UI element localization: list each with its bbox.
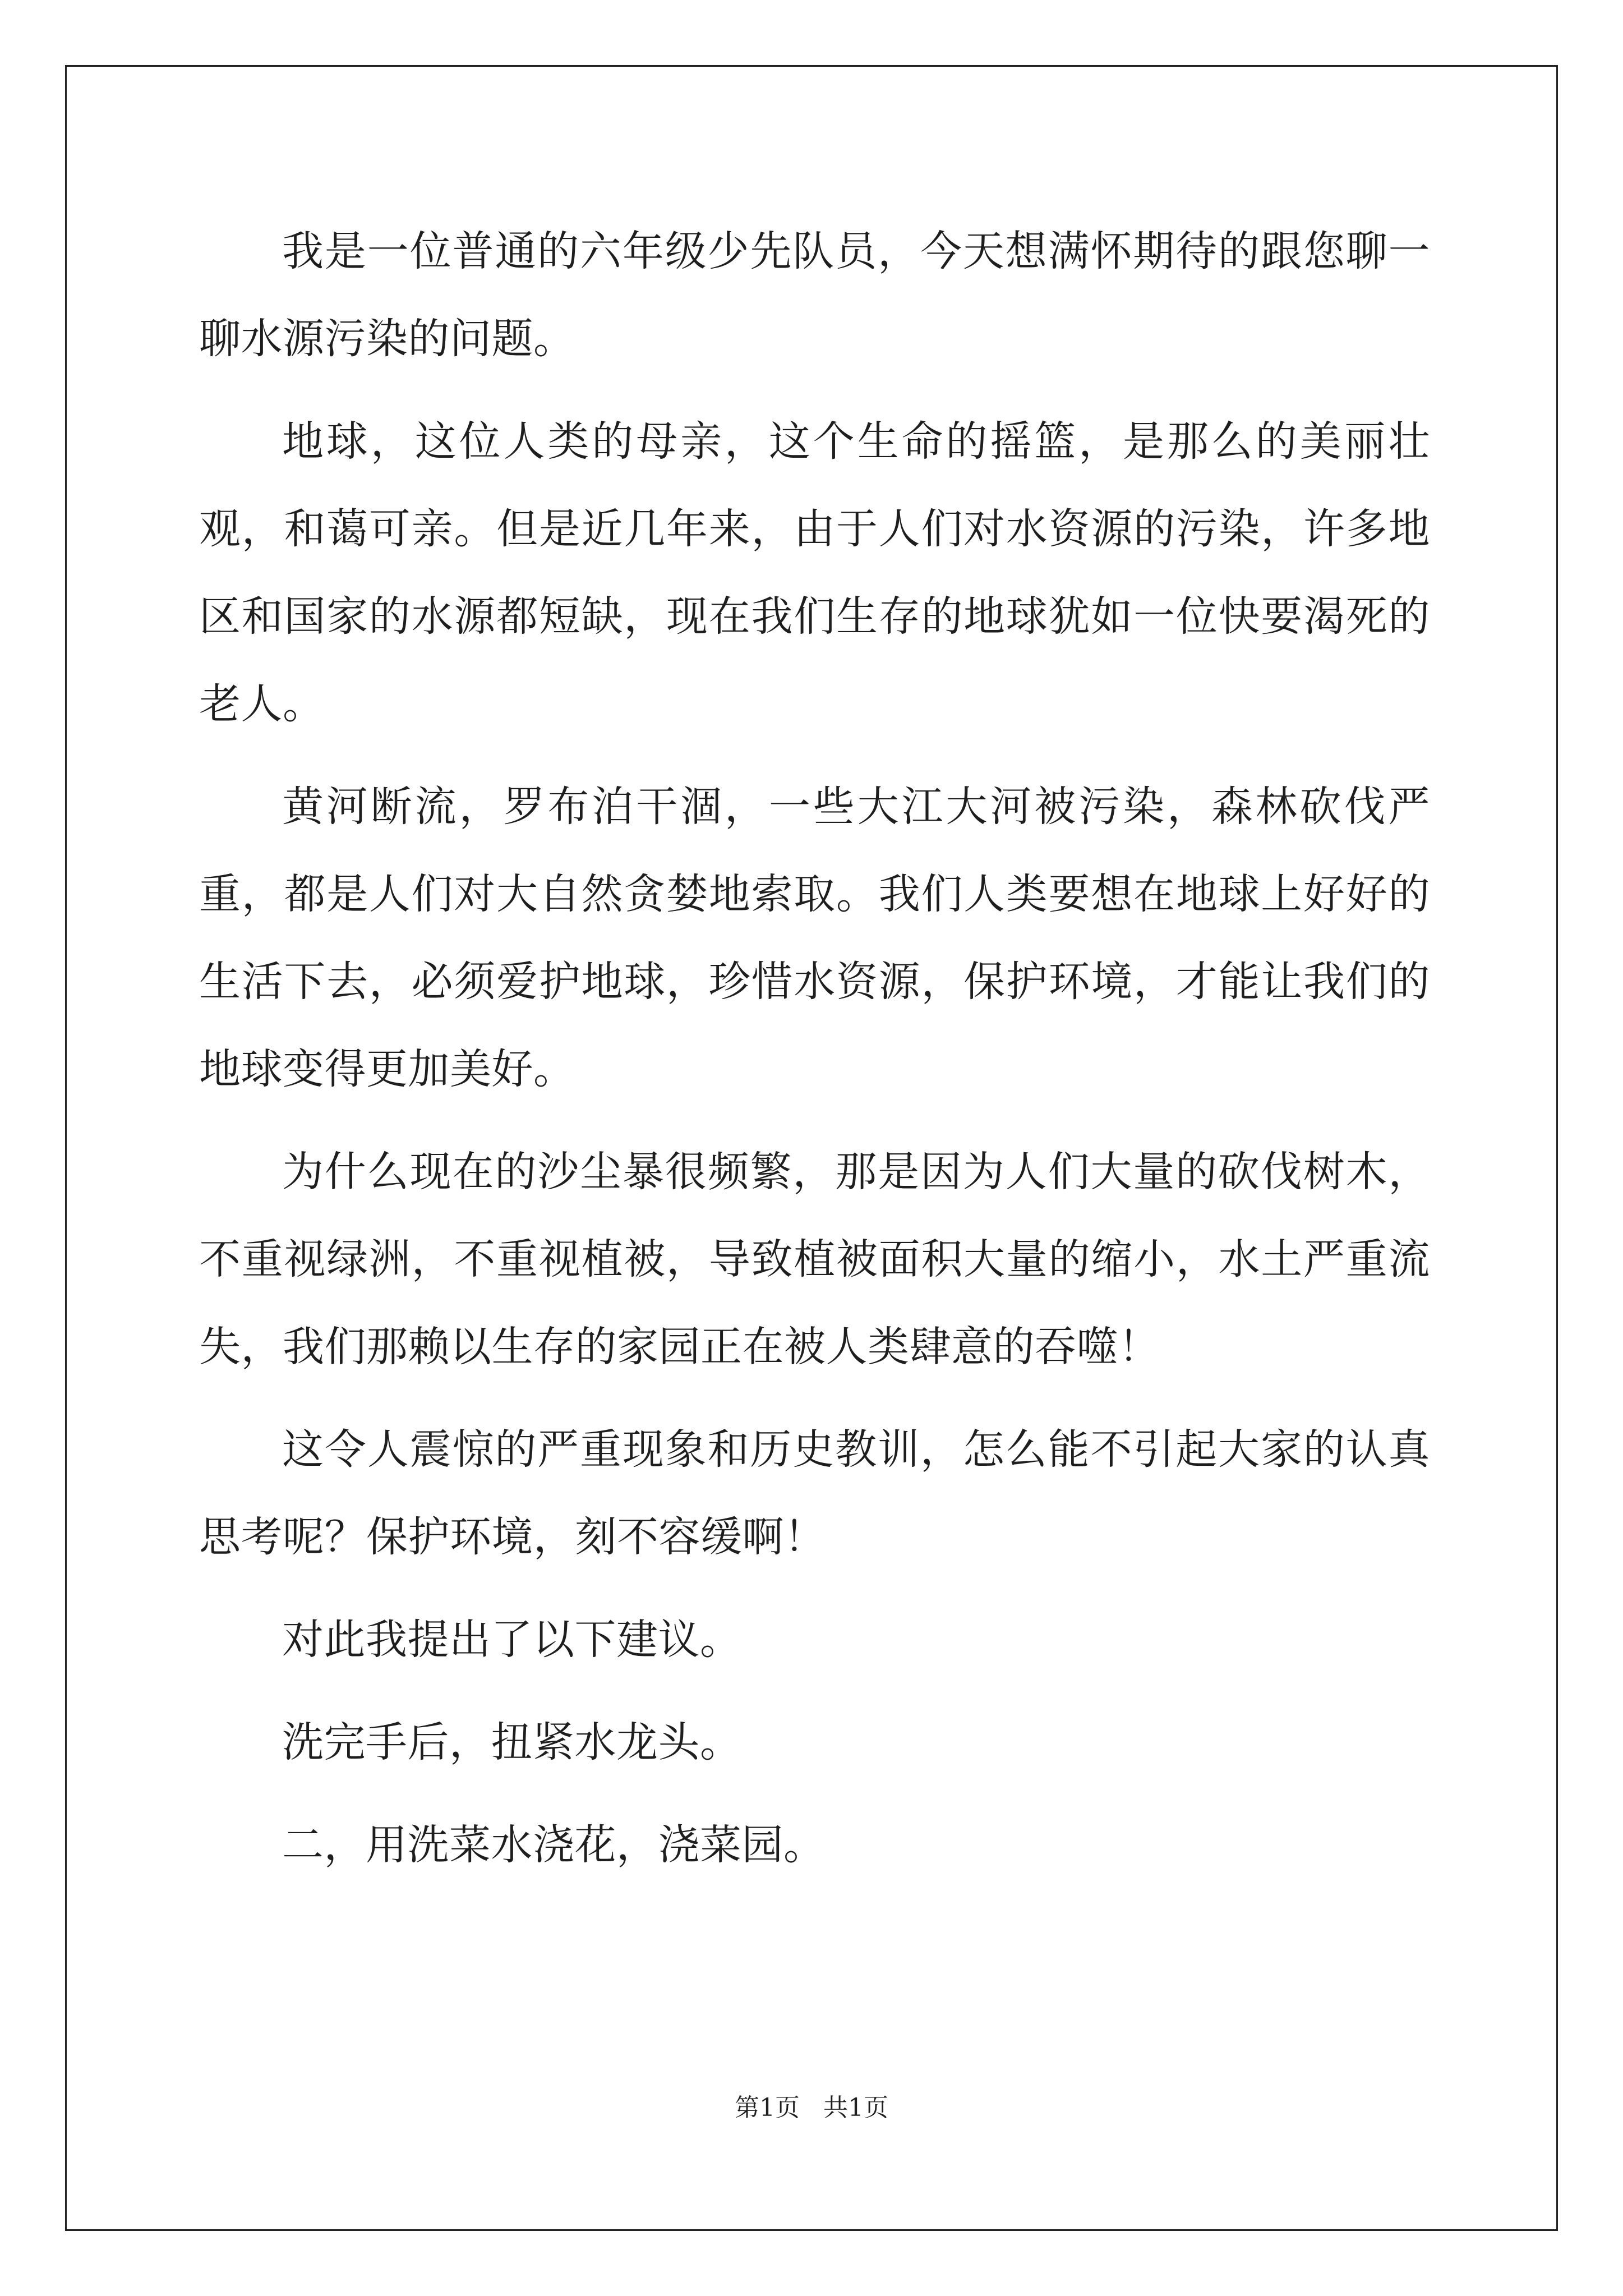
paragraph-4: 为什么现在的沙尘暴很频繁，那是因为人们大量的砍伐树木，不重视绿洲，不重视植被，导致植被面积大量的缩小，水土严重流失，我们那赖以生存的家园正在被人类肆意的吞噬！ xyxy=(199,1148,1430,1371)
paragraph-7: 洗完手后，扭紧水龙头。 xyxy=(282,1718,742,1766)
paragraph-8: 二，用洗菜水浇花，浇菜园。 xyxy=(282,1821,826,1869)
paragraph-2: 地球，这位人类的母亲，这个生命的摇篮，是那么的美丽壮观，和蔼可亲。但是近几年来，由于人们对水资源的污染，许多地区和国家的水源都短缺，现在我们生存的地球犹如一位快要渴死的老人。 xyxy=(199,417,1430,728)
page-number: 第1页 xyxy=(735,2093,800,2122)
paragraph-3: 黄河断流，罗布泊干涸，一些大江大河被污染，森林砍伐严重，都是人们对大自然贪婪地索取。我们人类要想在地球上好好的生活下去，必须爱护地球，珍惜水资源，保护环境，才能让我们的地球变得更加美好。 xyxy=(199,783,1430,1093)
page-total: 共1页 xyxy=(823,2093,888,2122)
paragraph-5: 这令人震惊的严重现象和历史教训，怎么能不引起大家的认真思考呢？保护环境，刻不容缓啊！ xyxy=(199,1425,1430,1561)
paragraph-6: 对此我提出了以下建议。 xyxy=(282,1616,742,1664)
paragraph-1: 我是一位普通的六年级少先队员，今天想满怀期待的跟您聊一聊水源污染的问题。 xyxy=(199,227,1430,363)
page-footer xyxy=(0,2091,1623,2125)
document-body xyxy=(199,208,1430,1904)
